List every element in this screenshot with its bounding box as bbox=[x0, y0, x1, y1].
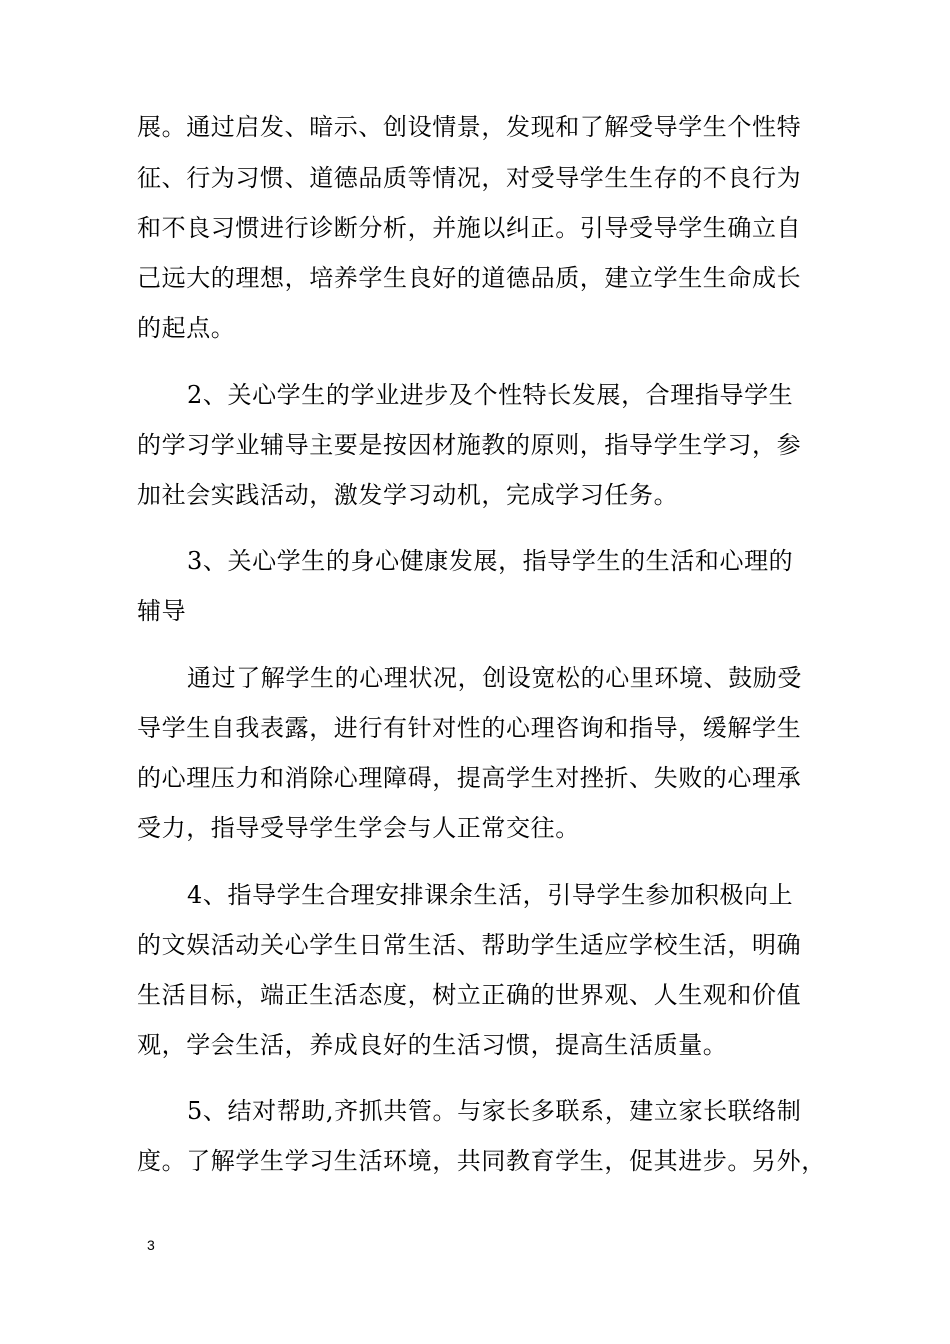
text-line: 导学生自我表露，进行有针对性的心理咨询和指导，缓解学生 bbox=[137, 714, 802, 742]
text-line: 己远大的理想，培养学生良好的道德品质，建立学生生命成长 bbox=[137, 264, 802, 292]
text-line: 展。通过启发、暗示、创设情景，发现和了解受导学生个性特 bbox=[137, 113, 802, 141]
text-line: 的起点。 bbox=[137, 314, 236, 342]
text-line: 的文娱活动关心学生日常生活、帮助学生适应学校生活，明确 bbox=[137, 931, 802, 959]
text-line: 辅导 bbox=[137, 597, 187, 625]
text-line: 受力，指导受导学生学会与人正常交往。 bbox=[137, 814, 580, 842]
text-line: 加社会实践活动，激发学习动机，完成学习任务。 bbox=[137, 481, 679, 509]
text-line: 征、行为习惯、道德品质等情况，对受导学生生存的不良行为 bbox=[137, 164, 802, 192]
paragraph-2-first-line: 2、关心学生的学业进步及个性特长发展，合理指导学生 bbox=[187, 381, 794, 409]
paragraph-3-first-line: 3、关心学生的身心健康发展，指导学生的生活和心理的 bbox=[187, 547, 794, 575]
text-line: 的心理压力和消除心理障碍，提高学生对挫折、失败的心理承 bbox=[137, 764, 802, 792]
page-number: 3 bbox=[147, 1237, 155, 1253]
text-line: 度。了解学生学习生活环境，共同教育学生，促其进步。另外， bbox=[137, 1147, 826, 1175]
text-line: 观，学会生活，养成良好的生活习惯，提高生活质量。 bbox=[137, 1031, 728, 1059]
text-line: 生活目标，端正生活态度，树立正确的世界观、人生观和价值 bbox=[137, 981, 802, 1009]
text-line: 和不良习惯进行诊断分析，并施以纠正。引导受导学生确立自 bbox=[137, 214, 802, 242]
paragraph-4-first-line: 4、指导学生合理安排课余生活，引导学生参加积极向上 bbox=[187, 881, 794, 909]
paragraph-first-line: 通过了解学生的心理状况，创设宽松的心里环境、鼓励受 bbox=[187, 664, 802, 692]
paragraph-5-first-line: 5、结对帮助,齐抓共管。与家长多联系，建立家长联络制 bbox=[187, 1097, 802, 1125]
text-line: 的学习学业辅导主要是按因材施教的原则，指导学生学习，参 bbox=[137, 431, 802, 459]
